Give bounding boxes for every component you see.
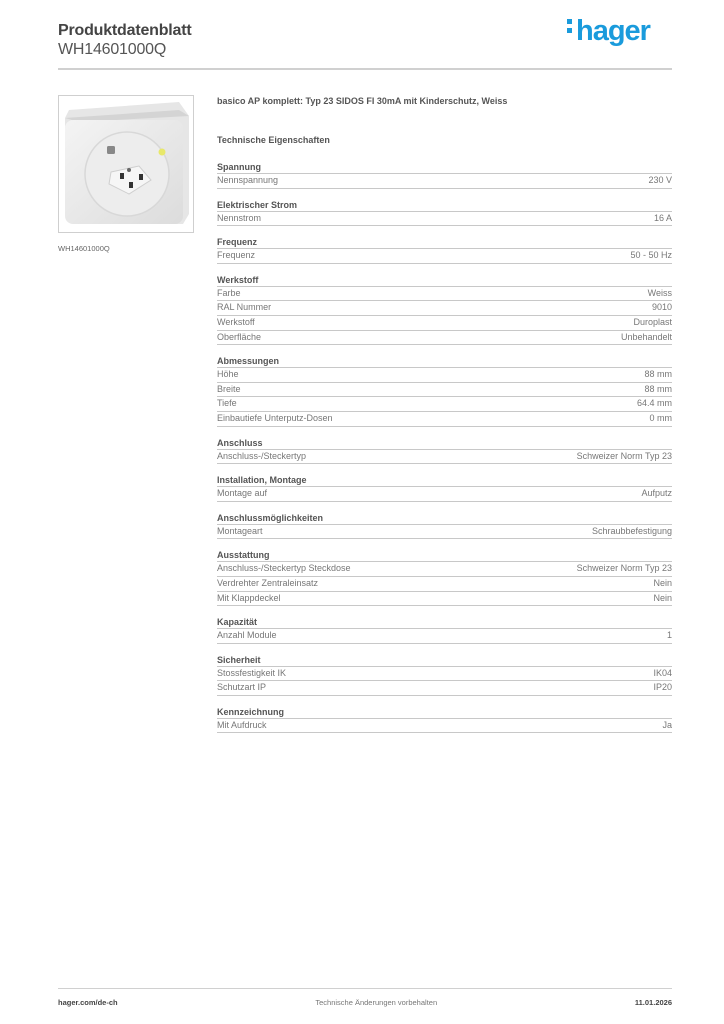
spec-row xyxy=(217,562,672,577)
spec-group-title: Frequenz xyxy=(217,236,672,249)
spec-value: Schweizer Norm Typ 23 xyxy=(576,450,672,461)
spec-label: Verdrehter Zentraleinsatz xyxy=(217,577,319,588)
spec-group xyxy=(217,616,672,644)
spec-row xyxy=(217,368,672,383)
spec-row xyxy=(217,525,672,540)
spec-group xyxy=(217,199,672,227)
spec-row xyxy=(217,287,672,302)
spec-group xyxy=(217,512,672,540)
spec-value: 88 mm xyxy=(644,369,672,380)
spec-group-title: Kapazität xyxy=(217,616,672,629)
spec-row xyxy=(217,174,672,189)
spec-row xyxy=(217,316,672,331)
spec-group xyxy=(217,274,672,345)
spec-group-title: Abmessungen xyxy=(217,355,672,368)
spec-group xyxy=(217,474,672,502)
spec-group xyxy=(217,437,672,465)
spec-value: Duroplast xyxy=(633,316,672,327)
spec-row xyxy=(217,719,672,734)
spec-label: Montage auf xyxy=(217,488,268,499)
footer-date: 11.01.2026 xyxy=(634,998,672,1007)
spec-group-title: Anschlussmöglichkeiten xyxy=(217,512,672,525)
spec-label: Tiefe xyxy=(217,398,237,409)
socket-outlet-icon xyxy=(59,96,194,233)
spec-label: Anschluss-/Steckertyp xyxy=(217,450,307,461)
spec-label: Werkstoff xyxy=(217,316,255,327)
spec-row xyxy=(217,450,672,465)
spec-label: Stossfestigkeit IK xyxy=(217,667,287,678)
spec-value: IK04 xyxy=(653,667,672,678)
spec-value: Unbehandelt xyxy=(620,331,672,342)
spec-value: 1 xyxy=(666,630,672,641)
spec-group xyxy=(217,706,672,734)
spec-label: Oberfläche xyxy=(217,331,262,342)
footer-url[interactable]: hager.com/de-ch xyxy=(58,998,118,1007)
spec-label: Höhe xyxy=(217,369,239,380)
spec-group-title: Kennzeichnung xyxy=(217,706,672,719)
section-title: Technische Eigenschaften xyxy=(217,135,330,145)
page-title: Produktdatenblatt xyxy=(58,22,192,39)
spec-value: Schweizer Norm Typ 23 xyxy=(576,563,672,574)
spec-row xyxy=(217,412,672,427)
spec-value: 230 V xyxy=(648,175,672,185)
spec-value: 16 A xyxy=(653,212,672,223)
page-footer xyxy=(58,998,672,1007)
spec-value: Weiss xyxy=(647,287,672,298)
spec-group-title: Elektrischer Strom xyxy=(217,199,672,212)
spec-group xyxy=(217,355,672,426)
page-header xyxy=(58,21,192,59)
footer-note: Technische Änderungen vorbehalten xyxy=(315,998,438,1007)
spec-label: Anschluss-/Steckertyp Steckdose xyxy=(217,563,351,574)
spec-value: Nein xyxy=(653,592,672,603)
spec-label: Mit Aufdruck xyxy=(217,719,267,730)
spec-value: 50 - 50 Hz xyxy=(630,250,672,261)
spec-label: Mit Klappdeckel xyxy=(217,592,281,603)
spec-row xyxy=(217,487,672,502)
spec-row xyxy=(217,397,672,412)
spec-label: RAL Nummer xyxy=(217,302,272,313)
spec-group xyxy=(217,654,672,696)
spec-row xyxy=(217,667,672,682)
spec-value: 88 mm xyxy=(644,383,672,394)
spec-value: Ja xyxy=(662,719,672,730)
spec-label: Frequenz xyxy=(217,250,256,261)
spec-group xyxy=(217,549,672,606)
spec-label: Farbe xyxy=(217,287,241,298)
spec-group-title: Ausstattung xyxy=(217,549,672,562)
spec-value: Schraubbefestigung xyxy=(591,525,672,536)
spec-row xyxy=(217,249,672,264)
article-number: WH14601000Q xyxy=(58,41,167,58)
spec-row xyxy=(217,383,672,398)
spec-row xyxy=(217,629,672,644)
spec-group-title: Sicherheit xyxy=(217,654,672,667)
spec-label: Montageart xyxy=(217,525,263,536)
spec-label: Anzahl Module xyxy=(217,630,277,641)
spec-label: Einbautiefe Unterputz-Dosen xyxy=(217,412,333,423)
spec-row xyxy=(217,301,672,316)
spec-value: 0 mm xyxy=(649,412,672,423)
spec-group xyxy=(217,161,672,189)
spec-value: Aufputz xyxy=(641,488,672,499)
product-specs xyxy=(217,96,672,743)
hager-logo: hager xyxy=(567,15,650,48)
spec-group-title: Anschluss xyxy=(217,437,672,450)
spec-value: 9010 xyxy=(651,302,672,313)
logo-colon-icon xyxy=(567,15,573,37)
spec-row xyxy=(217,681,672,696)
spec-label: Nennspannung xyxy=(217,175,279,185)
footer-divider xyxy=(58,988,672,989)
spec-row xyxy=(217,331,672,346)
product-description: basico AP komplett: Typ 23 SIDOS FI 30mA mit Kinderschutz, Weiss xyxy=(217,96,508,106)
spec-value: 64.4 mm xyxy=(636,398,672,409)
spec-row xyxy=(217,592,672,607)
product-image xyxy=(58,95,194,233)
spec-row xyxy=(217,577,672,592)
spec-group xyxy=(217,236,672,264)
spec-label: Nennstrom xyxy=(217,212,262,223)
spec-label: Schutzart IP xyxy=(217,682,267,693)
spec-label: Breite xyxy=(217,383,241,394)
spec-groups xyxy=(217,161,672,733)
spec-value: IP20 xyxy=(653,682,672,693)
product-image-caption: WH14601000Q xyxy=(58,244,110,253)
header-divider xyxy=(58,68,672,70)
spec-value: Nein xyxy=(653,577,672,588)
spec-group-title: Installation, Montage xyxy=(217,474,672,487)
spec-row xyxy=(217,212,672,227)
spec-group-title: Werkstoff xyxy=(217,274,672,287)
spec-group-title: Spannung xyxy=(217,161,672,174)
